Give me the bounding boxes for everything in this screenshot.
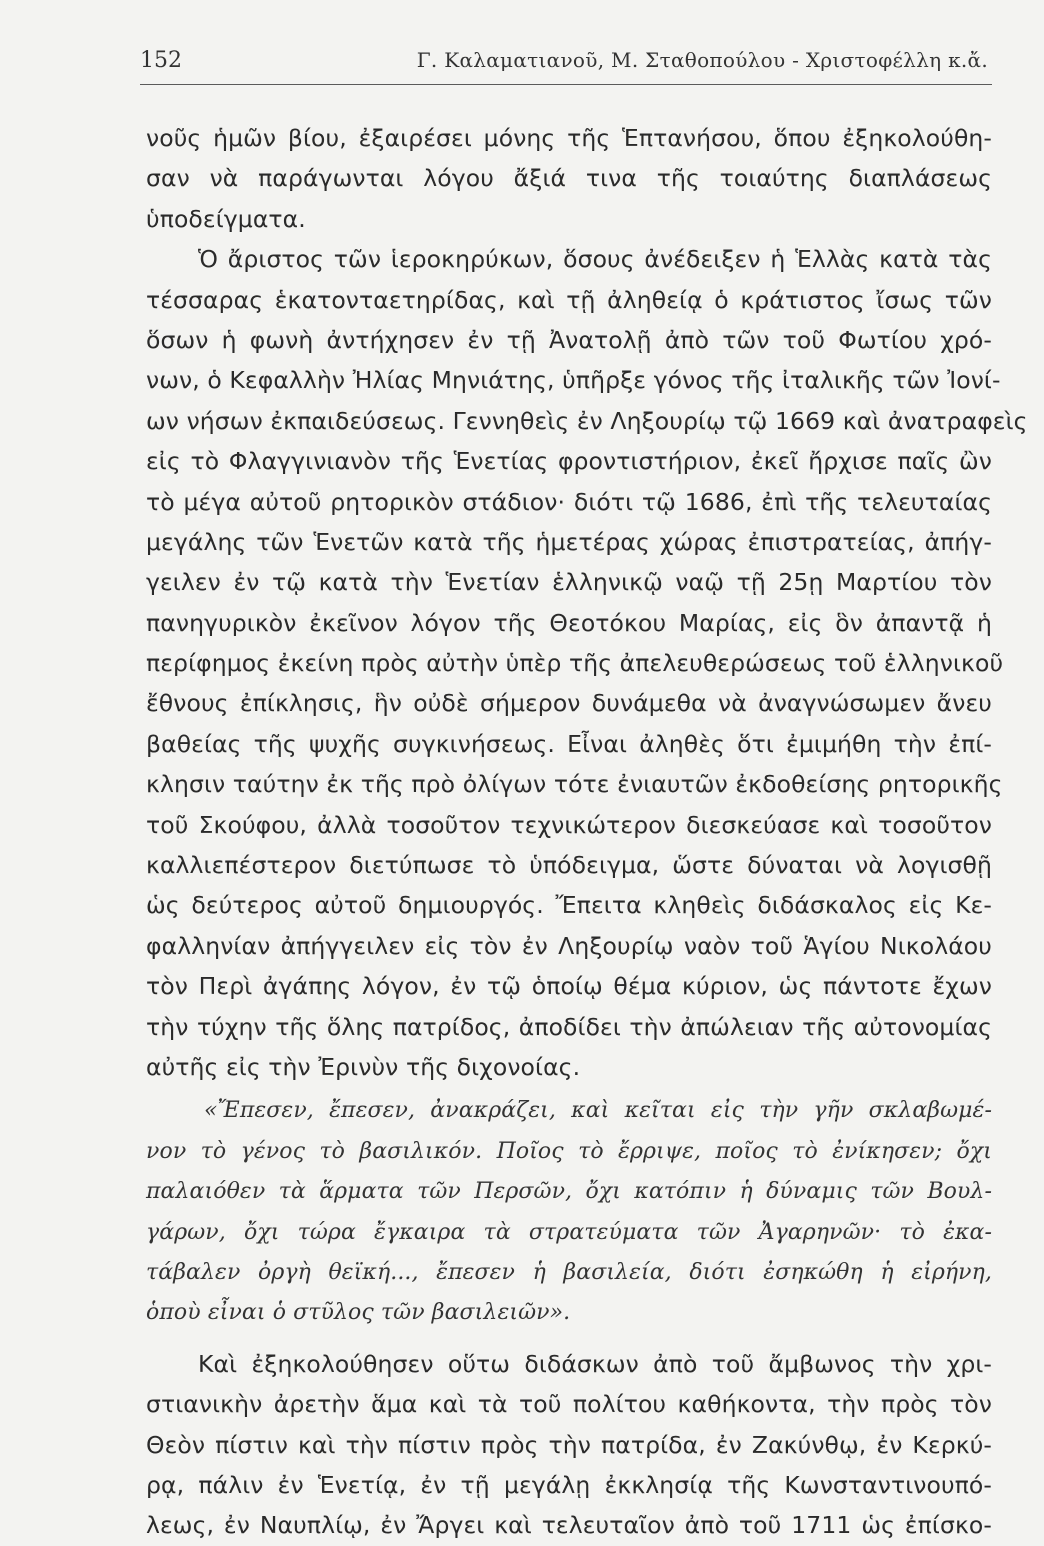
page-number: 152 [140, 48, 182, 73]
text-line: περίφημος ἐκείνη πρὸς αὐτὴν ὑπὲρ τῆς ἀπελευθερώσεως τοῦ ἑλληνικοῦ [146, 649, 1004, 678]
quote-line: τάβαλεν ὀργὴ θεϊκή..., ἔπεσεν ἡ βασιλεία, διότι ἐσηκώθη ἡ εἰρήνη, [146, 1259, 992, 1285]
text-line: καλλιεπέστερον διετύπωσε τὸ ὑπόδειγμα, ὥστε δύναται νὰ λογισθῇ [146, 851, 992, 880]
text-line: γειλεν ἐν τῷ κατὰ τὴν Ἑνετίαν ἑλληνικῷ ναῷ τῇ 25ῃ Μαρτίου τὸν [146, 568, 992, 597]
text-line: νοῦς ἡμῶν βίου, ἐξαιρέσει μόνης τῆς Ἑπτανήσου, ὅπου ἐξηκολούθη- [146, 124, 992, 152]
text-line: τέσσαρας ἑκατονταετηρίδας, καὶ τῇ ἀληθείᾳ ὁ κράτιστος ἴσως τῶν [146, 285, 992, 314]
quote-line: ὁποὺ εἶναι ὁ στῦλος τῶν βασιλειῶν». [146, 1300, 571, 1326]
text-line: αὐτῆς εἰς τὴν Ἐρινὺν τῆς διχονοίας. [146, 1052, 581, 1081]
quote-line: γάρων, ὄχι τώρα ἔγκαιρα τὰ στρατεύματα τῶν Ἀγαρηνῶν· τὸ ἐκα- [146, 1219, 992, 1245]
text-line: νων, ὁ Κεφαλλὴν Ἠλίας Μηνιάτης, ὑπῆρξε γόνος τῆς ἰταλικῆς τῶν Ἰονί- [146, 366, 1001, 395]
text-line: Καὶ ἐξηκολούθησεν οὕτω διδάσκων ἀπὸ τοῦ ἄμβωνος τὴν χρι- [198, 1349, 992, 1378]
text-line: ἔθνους ἐπίκλησις, ἣν οὐδὲ σήμερον δυνάμεθα νὰ ἀναγνώσωμεν ἄνευ [146, 689, 992, 718]
text-line: φαλληνίαν ἀπήγγειλεν εἰς τὸν ἐν Ληξουρίῳ ναὸν τοῦ Ἁγίου Νικολάου [146, 931, 992, 960]
body-text [146, 118, 1028, 1546]
text-line: ὑποδείγματα. [146, 204, 306, 233]
text-line: τὴν τύχην τῆς ὅλης πατρίδος, ἀποδίδει τὴν ἀπώλειαν τῆς αὐτονομίας [146, 1012, 992, 1041]
paragraph-1 [146, 118, 992, 239]
text-line: πανηγυρικὸν ἐκεῖνον λόγον τῆς Θεοτόκου Μαρίας, εἰς ὃν ἀπαντᾷ ἡ [146, 608, 992, 637]
text-line: τοῦ Σκούφου, ἀλλὰ τοσοῦτον τεχνικώτερον διεσκεύασε καὶ τοσοῦτον [146, 810, 992, 839]
text-line: μεγάλης τῶν Ἑνετῶν κατὰ τῆς ἡμετέρας χώρας ἐπιστρατείας, ἀπήγ- [146, 527, 992, 556]
text-line: κλησιν ταύτην ἐκ τῆς πρὸ ὀλίγων τότε ἐνιαυτῶν ἐκδοθείσης ρητορικῆς [146, 770, 1003, 799]
text-line: τὸ μέγα αὐτοῦ ρητορικὸν στάδιον· διότι τῷ 1686, ἐπὶ τῆς τελευταίας [146, 487, 992, 516]
text-line: ὡς δεύτερος αὐτοῦ δημιουργός. Ἔπειτα κληθεὶς διδάσκαλος εἰς Κε- [146, 891, 992, 920]
text-line: στιανικὴν ἀρετὴν ἅμα καὶ τὰ τοῦ πολίτου καθήκοντα, τὴν πρὸς τὸν [146, 1390, 992, 1419]
text-line: σαν νὰ παράγωνται λόγου ἄξιά τινα τῆς τοιαύτης διαπλάσεως [146, 164, 992, 193]
text-line: τὸν Περὶ ἀγάπης λόγον, ἐν τῷ ὁποίῳ θέμα κύριον, ὡς πάντοτε ἔχων [146, 972, 992, 1001]
page-header [140, 44, 992, 85]
quote-line: νον τὸ γένος τὸ βασιλικόν. Ποῖος τὸ ἔρριψε, ποῖος τὸ ἐνίκησεν; ὄχι [146, 1138, 992, 1164]
text-line: βαθείας τῆς ψυχῆς συγκινήσεως. Εἶναι ἀληθὲς ὅτι ἐμιμήθη τὴν ἐπί- [146, 729, 992, 758]
text-line: Θεὸν πίστιν καὶ τὴν πίστιν πρὸς τὴν πατρίδα, ἐν Ζακύνθῳ, ἐν Κερκύ- [146, 1430, 992, 1459]
text-line: Ὁ ἄριστος τῶν ἱεροκηρύκων, ὅσους ἀνέδειξεν ἡ Ἑλλὰς κατὰ τὰς [198, 245, 992, 274]
text-line: ρᾳ, πάλιν ἐν Ἑνετίᾳ, ἐν τῇ μεγάλῃ ἐκκλησίᾳ τῆς Κωνσταντινουπό- [146, 1470, 992, 1499]
quote-line: παλαιόθεν τὰ ἅρματα τῶν Περσῶν, ὄχι κατόπιν ἡ δύναμις τῶν Βουλ- [146, 1179, 992, 1205]
text-line: εἰς τὸ Φλαγγινιανὸν τῆς Ἑνετίας φροντιστήριον, ἐκεῖ ἤρχισε παῖς ὢν [146, 447, 992, 476]
text-line: ὅσων ἡ φωνὴ ἀντήχησεν ἐν τῇ Ἀνατολῇ ἀπὸ τῶν τοῦ Φωτίου χρό- [146, 325, 992, 354]
paragraph-2 [146, 239, 1028, 1087]
quoted-passage [146, 1091, 992, 1333]
paragraph-3 [146, 1344, 992, 1546]
quote-line: «Ἔπεσεν, ἔπεσεν, ἀνακράζει, καὶ κεῖται εἰς τὴν γῆν σκλαβωμέ- [204, 1098, 992, 1124]
running-head: Γ. Καλαματιανοῦ, Μ. Σταθοπούλου - Χριστοφέλλη κ.ἄ. [416, 48, 988, 72]
text-line: ων νήσων ἐκπαιδεύσεως. Γεννηθεὶς ἐν Ληξουρίῳ τῷ 1669 καὶ ἀνατραφεὶς [146, 406, 1028, 435]
text-line: λεως, ἐν Ναυπλίῳ, ἐν Ἄργει καὶ τελευταῖον ἀπὸ τοῦ 1711 ὡς ἐπίσκο- [146, 1511, 992, 1540]
